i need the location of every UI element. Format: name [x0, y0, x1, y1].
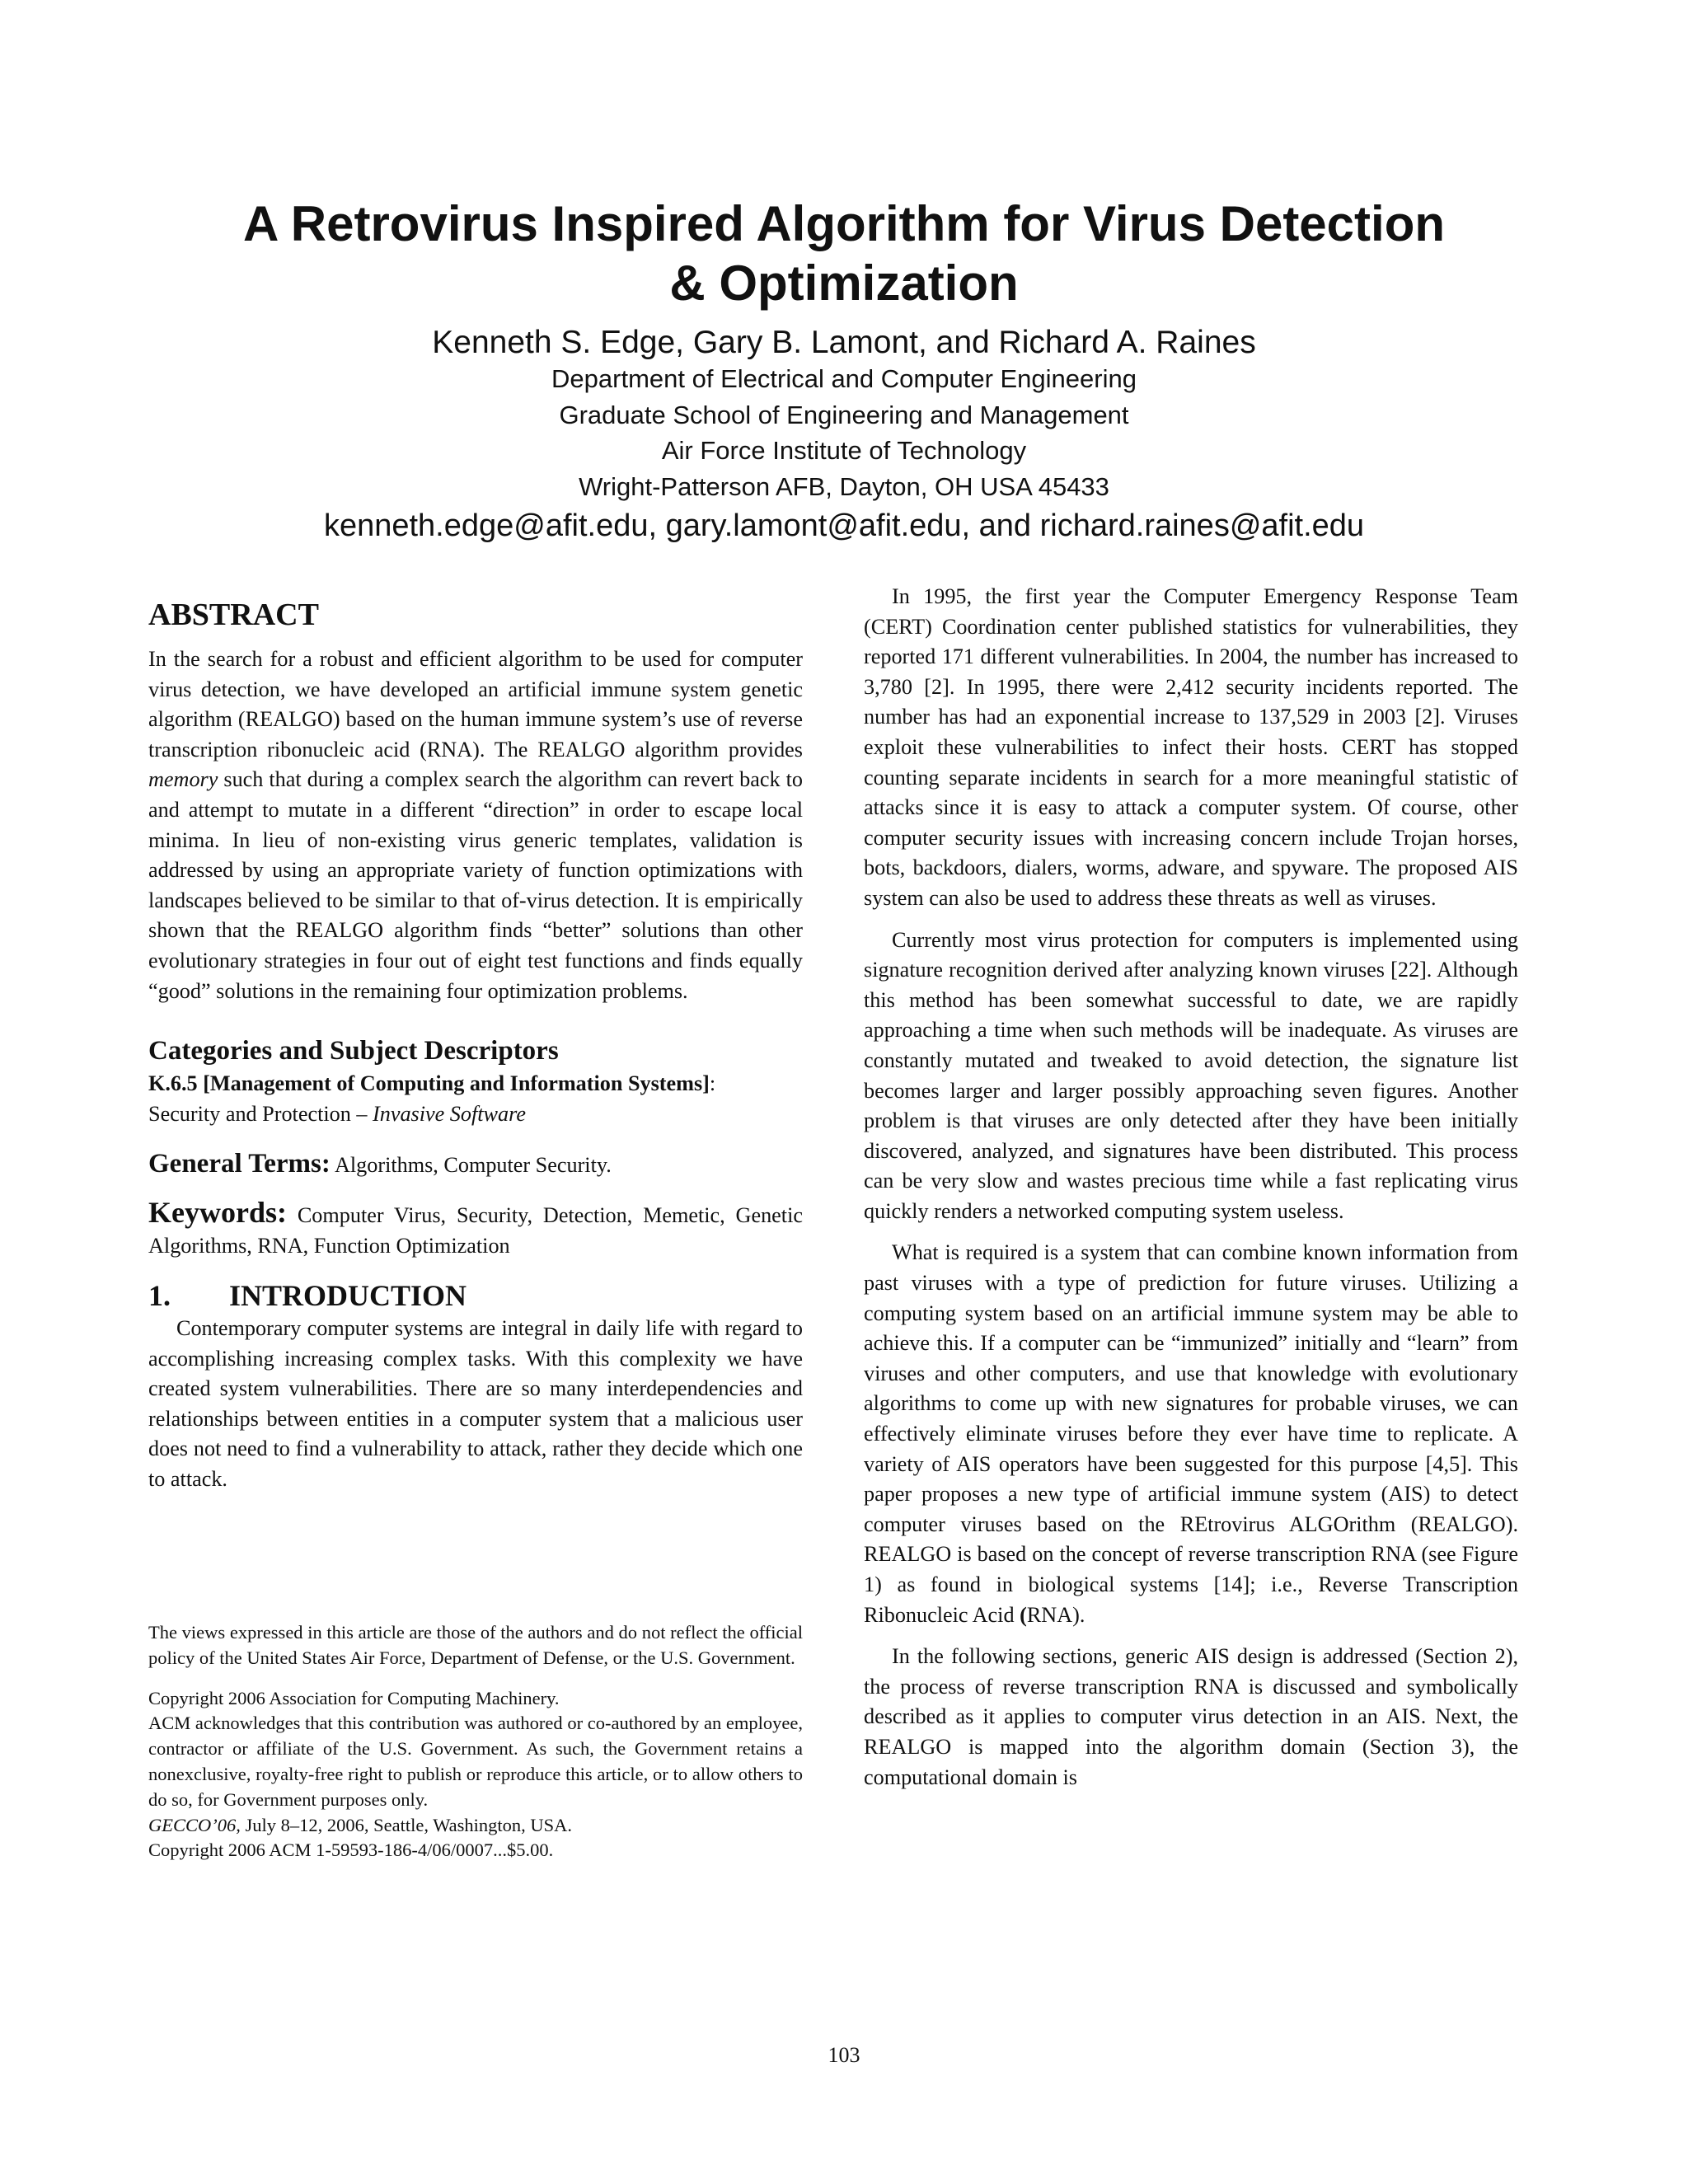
affiliation-school: Graduate School of Engineering and Management: [559, 401, 1129, 429]
categories-colon: :: [709, 1071, 716, 1096]
keywords-text: Computer Virus, Security, Detection, Memetic, Genetic Algorithms, RNA, Function Optimization: [148, 1202, 803, 1258]
disclaimer-note: The views expressed in this article are those of the authors and do not reflect the official policy of the United States Air Force, Department of Defense, or the U.S. Government.: [148, 1622, 803, 1668]
left-column: [148, 597, 803, 1495]
right-paragraph-3-text: What is required is a system that can combine known information from past viruses with a type of prediction for future viruses. Utilizing a computing system based on an artificial immune system may be able to achieve this. If a computer can be “immunized” initially and “learn” from viruses and other computers, and use that knowledge with evolutionary algorithms to come up with new signatures for probable viruses, we can effectively eliminate viruses before they ever have time to replicate. A variety of AIS operators have been suggested for this purpose [4,5]. This paper proposes a new type of artificial immune system (AIS) to detect computer viruses based on the REtrovirus ALGOrithm (REALGO). REALGO is based on the concept of reverse transcription RNA (see Figure 1) as found in biological systems [14]; i.e., Reverse Transcription Ribonucleic Acid: [864, 1240, 1518, 1627]
conference-name: GECCO’06,: [148, 1814, 241, 1835]
general-terms-text: Algorithms, Computer Security.: [330, 1153, 612, 1178]
page-number: 103: [828, 2043, 860, 2067]
affiliation-institute: Air Force Institute of Technology: [661, 436, 1027, 465]
categories-code: K.6.5 [Management of Computing and Information Systems]: [148, 1071, 710, 1096]
right-paragraph-3: [864, 1238, 1518, 1630]
title-line-1: A Retrovirus Inspired Algorithm for Virus Detection: [243, 196, 1445, 251]
keywords-heading: Keywords:: [148, 1195, 287, 1229]
affiliation-department: Department of Electrical and Computer Engineering: [551, 364, 1137, 393]
categories-heading: Categories and Subject Descriptors: [148, 1036, 559, 1066]
abstract-text: [148, 644, 803, 1006]
right-paragraph-1: In 1995, the first year the Computer Emergency Response Team (CERT) Coordination center published statistics for vulnerabilities, they reported 171 different vulnerabilities. In 2004, the number has increased to 3,780 [2]. In 1995, there were 2,412 security incidents reported. The number has had an exponential increase to 137,529 in 2003 [2]. Viruses exploit these vulnerabilities to infect their hosts. CERT has stopped counting separate incidents in search for a more meaningful statistic of attacks since it is easy to attack a computer system. Of course, other computer security issues with increasing concern include Trojan horses, bots, backdoors, dialers, worms, adware, and spyware. The proposed AIS system can also be used to address these threats as well as viruses.: [864, 584, 1518, 910]
paper-title: [132, 194, 1556, 313]
right-paragraph-3-end: RNA).: [1026, 1602, 1085, 1627]
right-column: [864, 582, 1518, 1793]
introduction-heading: [148, 1277, 803, 1314]
conference-line: [148, 1813, 803, 1839]
categories-description: Security and Protection –: [148, 1101, 373, 1126]
right-paragraph-2: Currently most virus protection for computers is implemented using signature recognition derived after analyzing known viruses [22]. Although this method has been somewhat successful to date, we are rapidly approaching a time when such methods will be inadequate. As viruses are constantly mutated and tweaked to avoid detection, the signature list becomes larger and larger possibly approaching seven figures. Another problem is that viruses are only detected after they have been initially discovered, analyzed, and signatures have been distributed. This process can be very slow and wastes precious time while a fast replicating virus quickly renders a networked computing system useless.: [864, 927, 1518, 1223]
keywords: [148, 1197, 803, 1261]
copyright-isbn: Copyright 2006 ACM 1-59593-186-4/06/0007...$5.00.: [148, 1840, 554, 1861]
right-paragraph-3-bold: (: [1020, 1602, 1027, 1627]
general-terms: [148, 1149, 803, 1181]
abstract-text-part2: such that during a complex search the algorithm can revert back to and attempt to mutate in a different “direction” in order to escape local minima. In lieu of non-existing virus generic templates, validation is addressed by using an appropriate variety of function optimizations with landscapes believed to be similar to that of-virus detection. It is empirically shown that the REALGO algorithm finds “better” solutions than other evolutionary strategies in four out of eight test functions and finds equally “good” solutions in the remaining four optimization problems.: [148, 767, 803, 1003]
footnotes: [148, 1620, 803, 1863]
introduction-number: 1.: [148, 1279, 171, 1313]
affiliation-address: Wright-Patterson AFB, Dayton, OH USA 45433: [579, 472, 1109, 501]
introduction-title: INTRODUCTION: [229, 1279, 467, 1313]
right-paragraph-4: In the following sections, generic AIS design is addressed (Section 2), the process of reverse transcription RNA is discussed and symbolically described as it applies to computer virus detection in an AIS. Next, the REALGO is mapped into the algorithm domain (Section 3), the computational domain is: [864, 1644, 1518, 1789]
abstract-text-part1: In the search for a robust and efficient algorithm to be used for computer virus detection, we have developed an artificial immune system genetic algorithm (REALGO) based on the human immune system’s use of reverse transcription ribonucleic acid (RNA). The REALGO algorithm provides: [148, 647, 803, 762]
categories-text: [148, 1069, 803, 1129]
conference-details: July 8–12, 2006, Seattle, Washington, USA.: [240, 1814, 573, 1835]
title-line-2: & Optimization: [669, 255, 1019, 311]
acm-acknowledgement: ACM acknowledges that this contribution was authored or co-authored by an employee, contractor or affiliate of the U.S. Government. As such, the Government retains a nonexclusive, royalty-free right to publish or reproduce this article, or to allow others to do so, for Government purposes only.: [148, 1713, 803, 1810]
author-emails: kenneth.edge@afit.edu, gary.lamont@afit.edu, and richard.raines@afit.edu: [323, 509, 1365, 543]
categories-italic: Invasive Software: [373, 1101, 526, 1126]
authors: Kenneth S. Edge, Gary B. Lamont, and Richard A. Raines: [432, 325, 1256, 360]
abstract-heading: ABSTRACT: [148, 598, 319, 632]
abstract-text-italic: memory: [148, 767, 218, 792]
introduction-paragraph-1: Contemporary computer systems are integral in daily life with regard to accomplishing increasing complex tasks. With this complexity we have created system vulnerabilities. There are so many interdependencies and relationships between entities in a computer system that a malicious user does not need to find a vulnerability to attack, rather they decide which one to attack.: [148, 1316, 803, 1492]
general-terms-heading: General Terms:: [148, 1149, 331, 1179]
copyright-line: Copyright 2006 Association for Computing Machinery.: [148, 1687, 560, 1708]
